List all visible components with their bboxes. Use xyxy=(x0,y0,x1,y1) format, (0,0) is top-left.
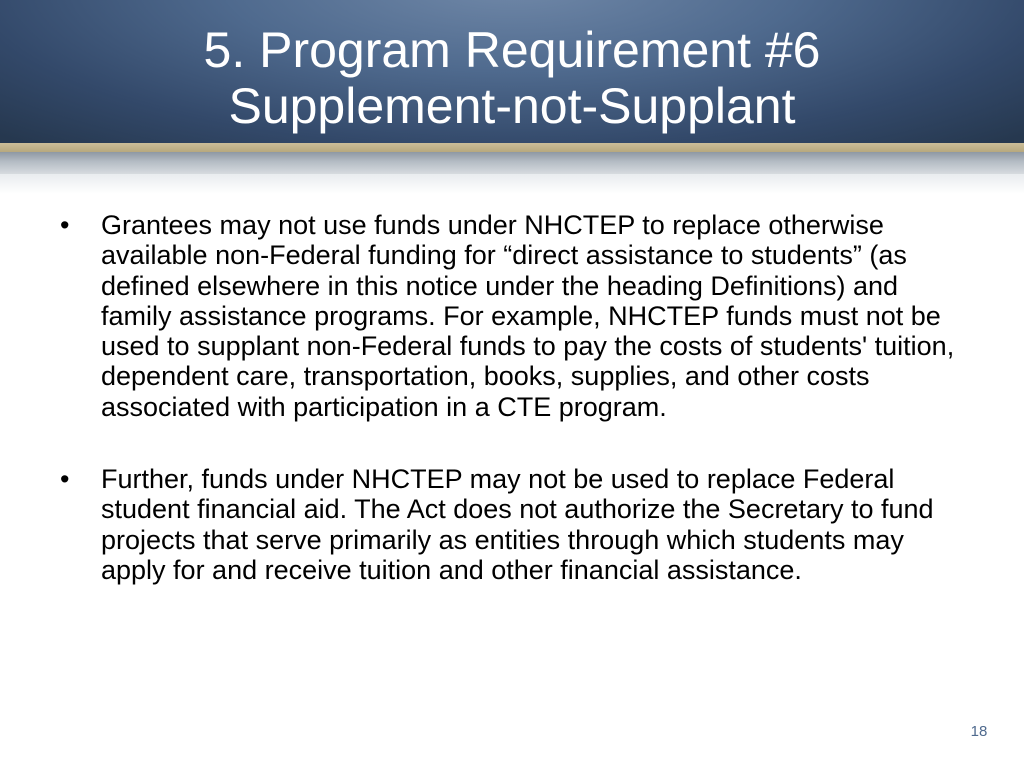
bullet-list xyxy=(56,210,966,627)
bullet-item-1 xyxy=(56,210,966,422)
slide-title xyxy=(0,22,1024,134)
banner-gray-stripe xyxy=(0,152,1024,174)
bullet-text-1: Grantees may not use funds under NHCTEP to replace otherwise available non-Federal funding for “direct assistance to students” (as defined elsewhere in this notice under the heading Definitions) and family assistance programs. For example, NHCTEP funds must not be used to supplant non-Federal funds to pay the costs of students' tuition, dependent care, transportation, books, supplies, and other costs associated with participation in a CTE program. xyxy=(101,210,955,422)
bullet-icon: • xyxy=(60,464,70,495)
bullet-item-2 xyxy=(56,464,966,585)
bullet-icon: • xyxy=(60,210,70,240)
bullet-text-2: Further, funds under NHCTEP may not be used to replace Federal student financial aid. The Act does not authorize the Secretary to fund projects that serve primarily as entities through which students may apply for and receive tuition and other financial assistance. xyxy=(101,464,934,585)
page-number: 18 xyxy=(970,723,988,740)
banner-accent-stripe xyxy=(0,143,1024,152)
slide-title-line-2: Supplement-not-Supplant xyxy=(228,78,796,134)
banner-fade xyxy=(0,174,1024,194)
slide-title-line-1: 5. Program Requirement #6 xyxy=(203,22,821,78)
